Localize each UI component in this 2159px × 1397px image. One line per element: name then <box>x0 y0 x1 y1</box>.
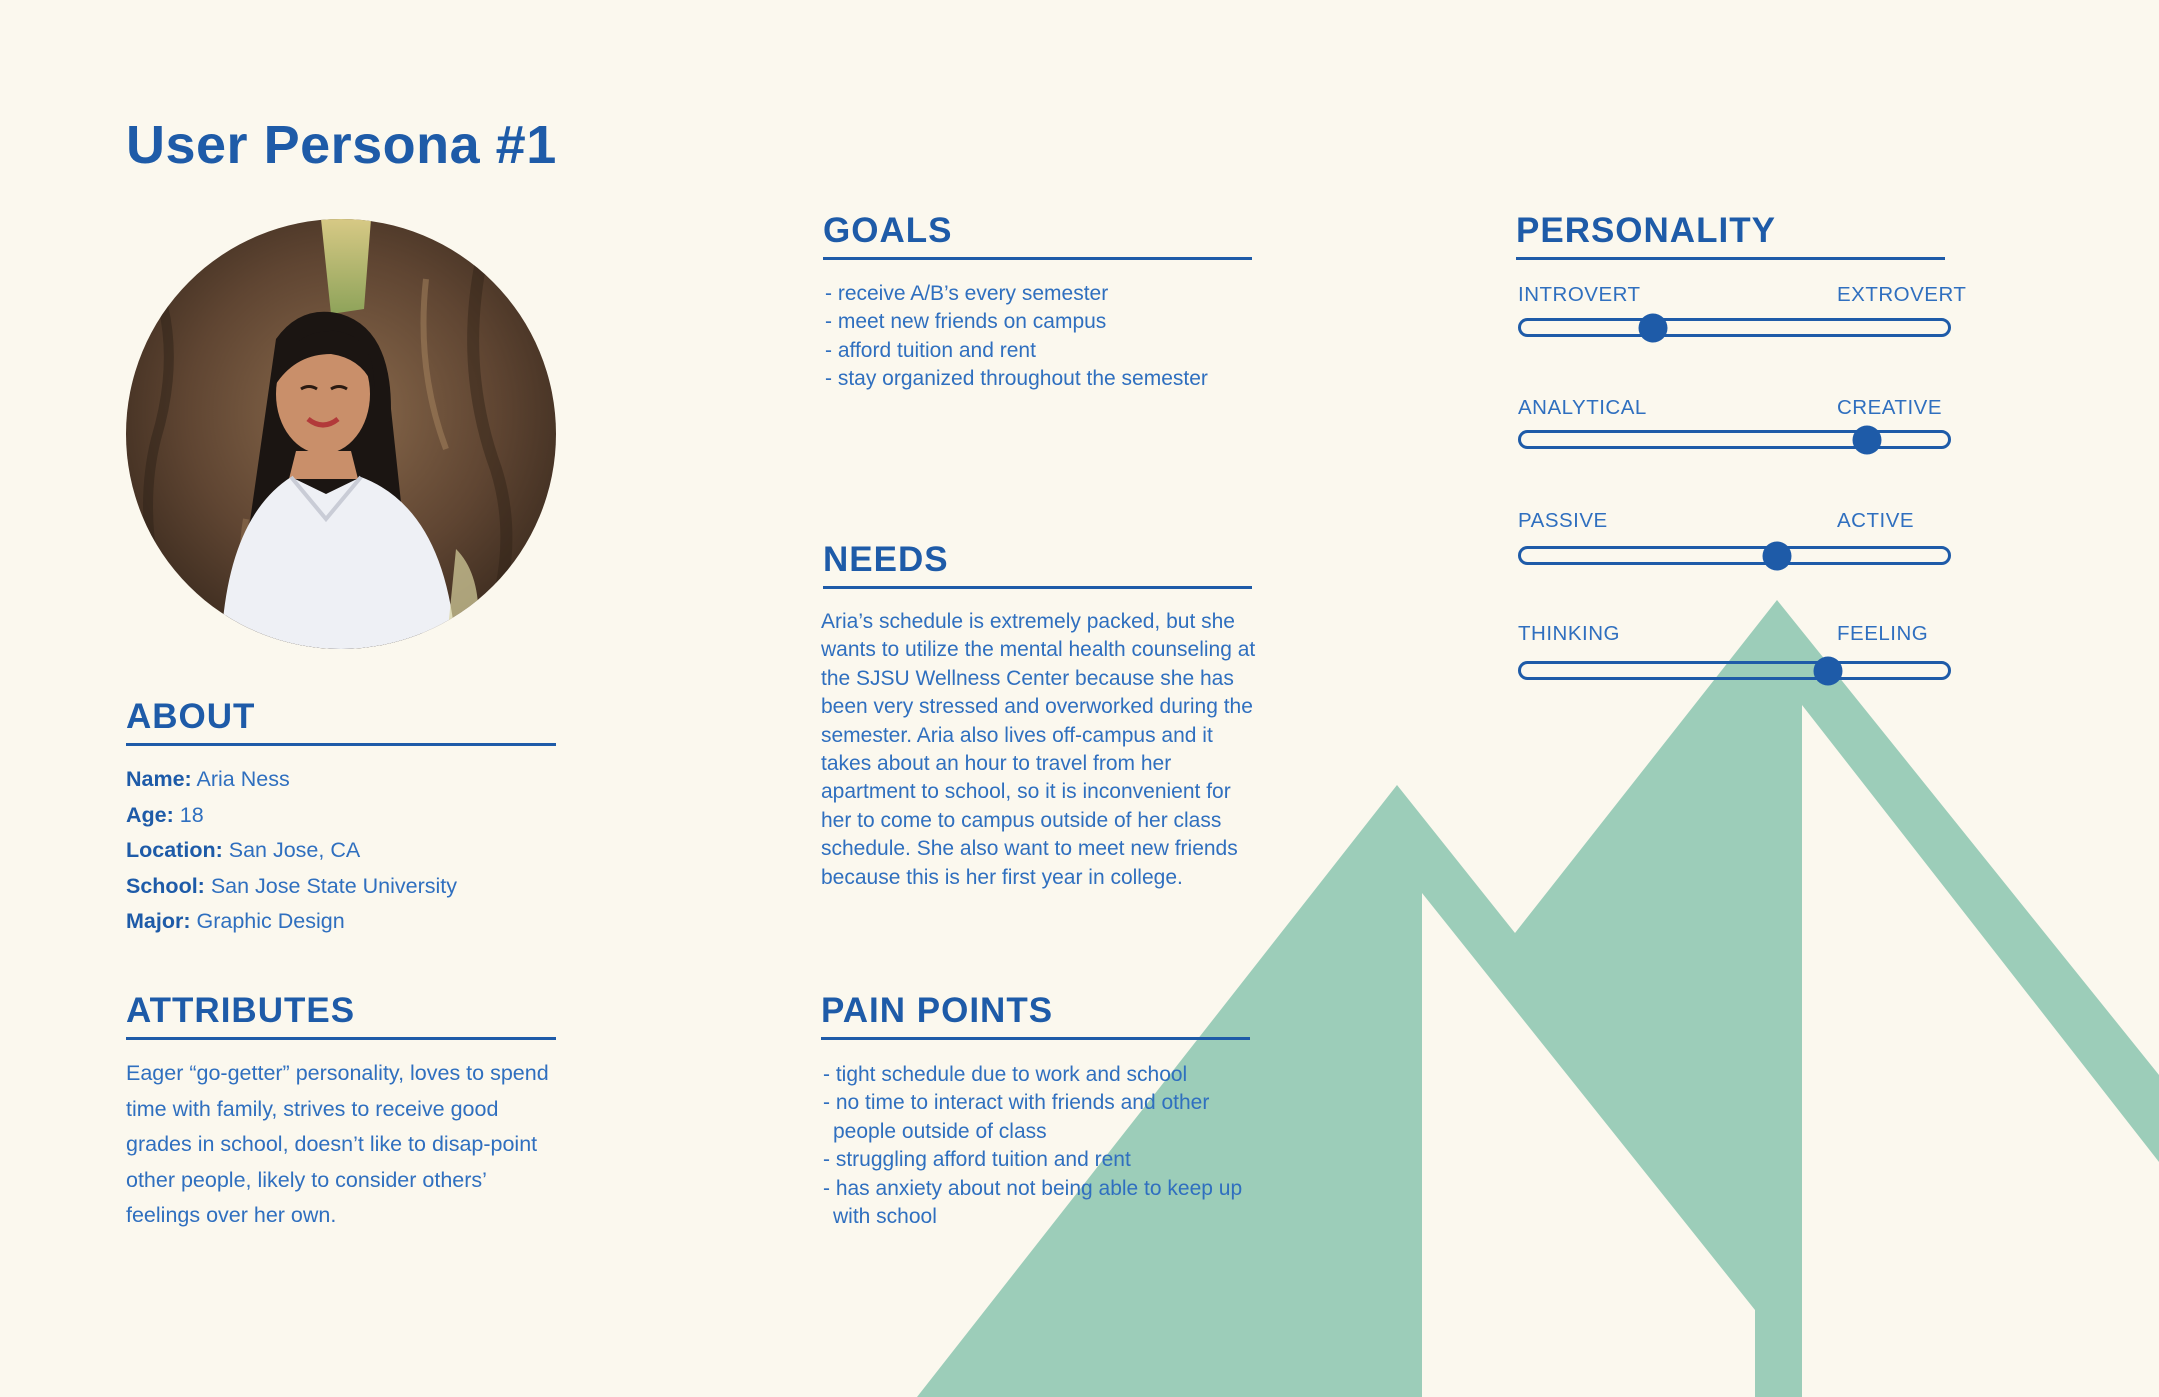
trait-right-label: FEELING <box>1837 622 1929 645</box>
slider-knob[interactable] <box>1814 656 1843 685</box>
trait-slider-thinking-feeling[interactable] <box>1518 661 1951 680</box>
trait-right-label: ACTIVE <box>1837 509 1915 532</box>
personality-heading: PERSONALITY <box>1516 211 1945 260</box>
pain-points-list <box>819 1061 1249 1231</box>
trait-slider-analytical-creative[interactable] <box>1518 430 1951 449</box>
trait-left-label: INTROVERT <box>1518 283 1641 306</box>
goals-list <box>821 280 1261 394</box>
trait-left-label: ANALYTICAL <box>1518 396 1647 419</box>
trait-slider-introvert-extrovert[interactable] <box>1518 318 1951 337</box>
about-major <box>126 904 457 940</box>
trait-left-label: PASSIVE <box>1518 509 1608 532</box>
about-label: Name: <box>126 767 192 791</box>
trait-right-label: CREATIVE <box>1837 396 1942 419</box>
about-label: Age: <box>126 802 174 827</box>
goal-item: - receive A/B’s every semester <box>821 280 1261 308</box>
persona-photo <box>126 219 556 649</box>
needs-heading: NEEDS <box>823 540 1252 589</box>
needs-text: Aria’s schedule is extremely packed, but she wants to utilize the mental health counseling at the SJSU Wellness Center because she has been very stressed and overworked during the semester. Aria also lives off-campus and it takes about an hour to travel from her apartment to school, so it is inconvenient for her to come to campus outside of her class schedule. She also want to meet new friends because this is her first year in college. <box>821 610 1256 889</box>
goal-item: - meet new friends on campus <box>821 308 1261 336</box>
about-name <box>126 762 457 798</box>
slider-knob[interactable] <box>1763 541 1792 570</box>
attributes-text: Eager “go-getter” personality, loves to spend time with family, strives to receive good grades in school, doesn’t like to disap-point other people, likely to consider others’ feelings over her own. <box>126 1061 549 1227</box>
about-value: San Jose State University <box>210 873 457 898</box>
about-list <box>126 762 457 940</box>
about-value: Aria Ness <box>196 767 290 791</box>
about-heading: ABOUT <box>126 697 556 746</box>
attributes-heading: ATTRIBUTES <box>126 991 556 1040</box>
about-value: San Jose, CA <box>228 838 361 862</box>
slider-knob[interactable] <box>1852 425 1881 454</box>
about-age <box>126 798 457 834</box>
about-value: Graphic Design <box>196 909 345 933</box>
about-label: Location: <box>126 838 223 862</box>
slider-knob[interactable] <box>1639 313 1668 342</box>
pain-point-item: - has anxiety about not being able to keep up with school <box>819 1175 1249 1232</box>
about-school <box>126 869 457 905</box>
goals-heading: GOALS <box>823 211 1252 260</box>
about-label: Major: <box>126 909 191 933</box>
page-title: User Persona #1 <box>126 115 557 175</box>
pain-point-item: - tight schedule due to work and school <box>819 1061 1249 1089</box>
about-location <box>126 833 457 869</box>
trait-left-label: THINKING <box>1518 622 1620 645</box>
trait-right-label: EXTROVERT <box>1837 283 1967 306</box>
pain-point-item: - struggling afford tuition and rent <box>819 1146 1249 1174</box>
goal-item: - stay organized throughout the semester <box>821 365 1261 393</box>
pain-point-item: - no time to interact with friends and other people outside of class <box>819 1089 1249 1146</box>
trait-slider-passive-active[interactable] <box>1518 546 1951 565</box>
about-value: 18 <box>179 802 204 827</box>
pain-points-heading: PAIN POINTS <box>821 991 1250 1040</box>
goal-item: - afford tuition and rent <box>821 337 1261 365</box>
about-label: School: <box>126 873 205 898</box>
